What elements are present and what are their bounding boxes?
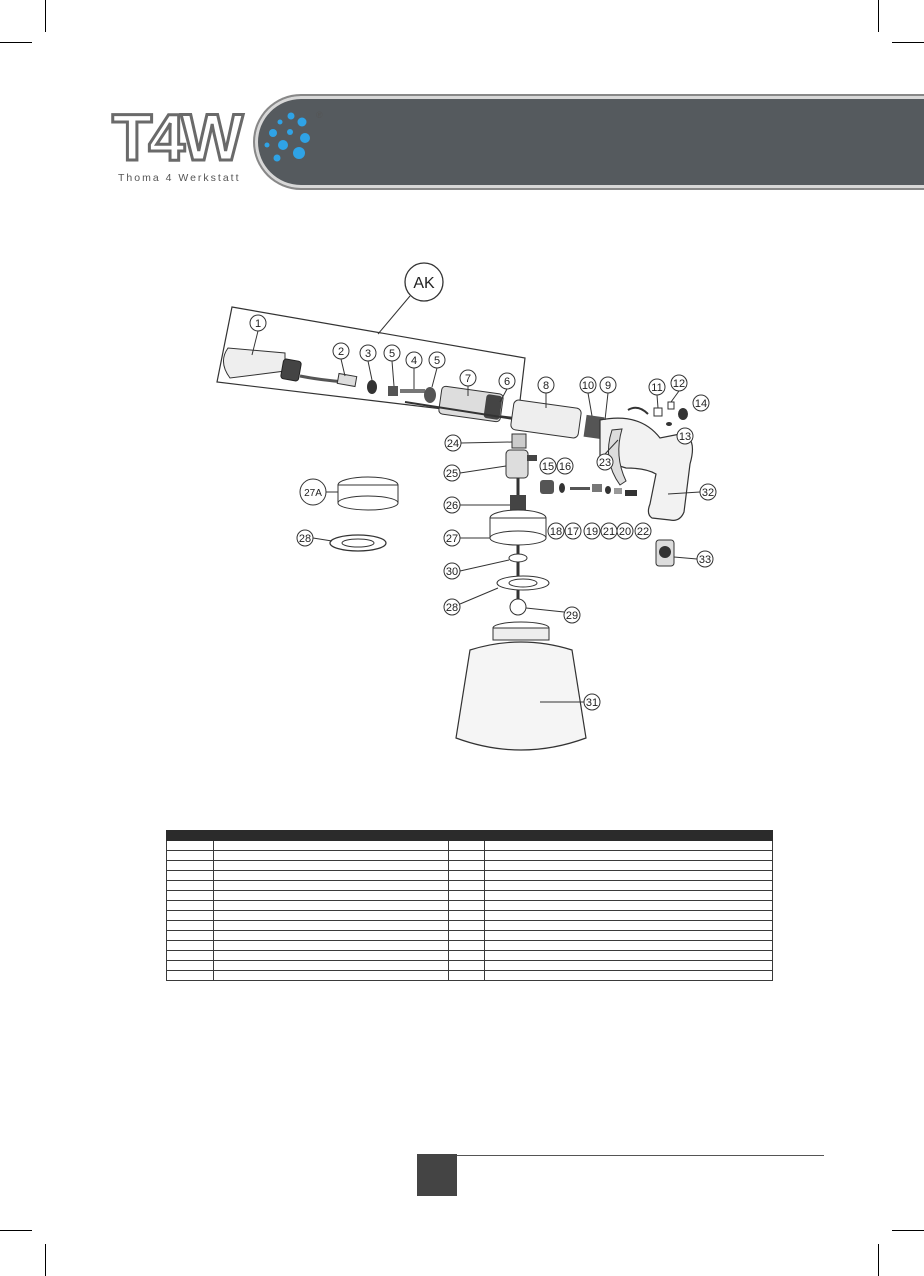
table-row — [167, 971, 773, 981]
callout-label: 28 — [445, 602, 459, 614]
table-cell — [213, 901, 448, 911]
crop-mark — [892, 1230, 924, 1231]
callout-label: 33 — [698, 554, 712, 566]
table-row — [167, 911, 773, 921]
table-cell — [167, 851, 214, 861]
oring-part — [367, 380, 377, 394]
fitting-part — [337, 374, 356, 387]
table-cell — [167, 951, 214, 961]
registered-mark: ® — [316, 110, 323, 120]
table-cell — [485, 941, 773, 951]
table-cell — [167, 891, 214, 901]
callout-label: 27A — [304, 488, 322, 499]
spare-cap-part — [338, 477, 398, 510]
callout-label: 25 — [445, 468, 459, 480]
footer-rule — [457, 1155, 824, 1156]
table-cell — [485, 971, 773, 981]
crop-mark — [45, 1244, 46, 1276]
valve-pin-part — [570, 487, 590, 490]
table-cell — [167, 871, 214, 881]
table-cell — [448, 941, 485, 951]
callout-label: 31 — [585, 697, 599, 709]
table-cell — [448, 951, 485, 961]
brand-tagline: Thoma 4 Werkstatt — [118, 172, 241, 184]
spare-seal-part — [330, 535, 386, 551]
table-cell — [485, 891, 773, 901]
valve-spring-part — [614, 488, 622, 494]
logo-text: T4W — [112, 100, 240, 168]
table-cell — [485, 951, 773, 961]
table-cell — [448, 911, 485, 921]
callout-label: 17 — [566, 526, 580, 538]
table-cell — [485, 871, 773, 881]
table-row — [167, 881, 773, 891]
table-cell — [485, 921, 773, 931]
valve-spring-end-part — [625, 490, 637, 496]
table-cell — [213, 971, 448, 981]
parts-table — [166, 830, 773, 981]
callout-label: 7 — [464, 373, 472, 385]
callout-label: 29 — [565, 610, 579, 622]
table-cell — [213, 951, 448, 961]
table-cell — [213, 891, 448, 901]
table-row — [167, 941, 773, 951]
nozzle-part — [223, 348, 285, 378]
header-cell — [213, 831, 448, 841]
header-cell — [167, 831, 214, 841]
callout-label: 21 — [602, 526, 616, 538]
header-cell — [448, 831, 485, 841]
table-row — [167, 891, 773, 901]
table-cell — [167, 961, 214, 971]
table-row — [167, 961, 773, 971]
table-cell — [448, 961, 485, 971]
screw-part — [668, 402, 674, 409]
table-row — [167, 861, 773, 871]
table-cell — [213, 931, 448, 941]
table-cell — [167, 941, 214, 951]
table-cell — [213, 921, 448, 931]
table-cell — [167, 971, 214, 981]
table-cell — [213, 881, 448, 891]
callout-label: 30 — [445, 566, 459, 578]
table-cell — [213, 861, 448, 871]
callout-label: 2 — [337, 346, 345, 358]
table-cell — [213, 871, 448, 881]
callout-label: 1 — [254, 318, 262, 330]
callout-label: 19 — [585, 526, 599, 538]
callout-label: 22 — [636, 526, 650, 538]
spring-part — [388, 386, 398, 396]
callout-label: 5 — [388, 348, 396, 360]
callout-label: 15 — [541, 461, 555, 473]
callout-label: 4 — [410, 355, 418, 367]
trigger-guard-part — [628, 408, 648, 414]
table-cell — [448, 861, 485, 871]
bottle-part — [456, 642, 586, 750]
bottle-cap-part — [490, 510, 546, 545]
valve-nut-part — [654, 408, 662, 416]
tee-connector-part — [506, 450, 528, 478]
table-cell — [213, 911, 448, 921]
washer-small-part — [509, 554, 527, 562]
table-row — [167, 841, 773, 851]
table-cell — [167, 931, 214, 941]
weight-ball-part — [510, 599, 526, 615]
pin-part — [400, 389, 425, 393]
tee-side-part — [527, 455, 537, 461]
table-cell — [448, 921, 485, 931]
table-cell — [167, 921, 214, 931]
callout-label: 9 — [604, 380, 612, 392]
table-row — [167, 901, 773, 911]
valve-oring-part — [605, 486, 611, 494]
header-cell — [485, 831, 773, 841]
table-cell — [485, 931, 773, 941]
parts-table-header — [167, 831, 773, 841]
callout-label: 3 — [364, 348, 372, 360]
table-row — [167, 921, 773, 931]
callout-label: 12 — [672, 378, 686, 390]
nut-part — [424, 387, 436, 403]
table-cell — [448, 901, 485, 911]
seal-part — [497, 576, 549, 590]
table-cell — [167, 841, 214, 851]
callout-label: 24 — [446, 438, 460, 450]
table-cell — [448, 971, 485, 981]
table-cell — [167, 861, 214, 871]
table-cell — [167, 881, 214, 891]
table-cell — [167, 901, 214, 911]
cap-part — [678, 408, 688, 420]
callout-label: 8 — [542, 380, 550, 392]
callout-label: 10 — [581, 380, 595, 392]
table-cell — [213, 961, 448, 971]
table-row — [167, 871, 773, 881]
nozzle-thread-part — [280, 359, 301, 382]
washer-part — [666, 422, 672, 426]
callout-label: 14 — [694, 398, 708, 410]
table-row — [167, 951, 773, 961]
small-oring-part — [559, 483, 565, 493]
valve-body-part — [592, 484, 602, 492]
table-cell — [485, 911, 773, 921]
table-cell — [167, 911, 214, 921]
callout-label: 18 — [549, 526, 563, 538]
table-cell — [485, 851, 773, 861]
table-cell — [485, 861, 773, 871]
crop-mark — [0, 1230, 32, 1231]
connector-part — [512, 434, 526, 448]
table-cell — [213, 941, 448, 951]
table-cell — [448, 881, 485, 891]
callout-label: 13 — [678, 431, 692, 443]
table-cell — [485, 881, 773, 891]
table-cell — [448, 841, 485, 851]
crop-mark — [878, 1244, 879, 1276]
table-cell — [448, 871, 485, 881]
table-cell — [448, 851, 485, 861]
table-cell — [448, 891, 485, 901]
callout-label: 26 — [445, 500, 459, 512]
table-cell — [485, 841, 773, 851]
callout-label: 5 — [433, 355, 441, 367]
table-cell — [213, 841, 448, 851]
callout-label: 6 — [503, 376, 511, 388]
plug-part — [540, 480, 554, 494]
table-cell — [448, 931, 485, 941]
page-number-box — [417, 1154, 457, 1196]
callout-label: 27 — [445, 533, 459, 545]
callout-label: 23 — [598, 457, 612, 469]
ak-callout-label: AK — [413, 275, 435, 292]
parts-table-body — [167, 841, 773, 981]
table-row — [167, 931, 773, 941]
table-cell — [485, 901, 773, 911]
callout-label: 20 — [618, 526, 632, 538]
callout-label: 28 — [298, 533, 312, 545]
table-row — [167, 851, 773, 861]
table-cell — [485, 961, 773, 971]
callout-label: 16 — [558, 461, 572, 473]
table-cell — [213, 851, 448, 861]
callout-label: 11 — [651, 382, 663, 394]
callout-label: 32 — [701, 487, 715, 499]
